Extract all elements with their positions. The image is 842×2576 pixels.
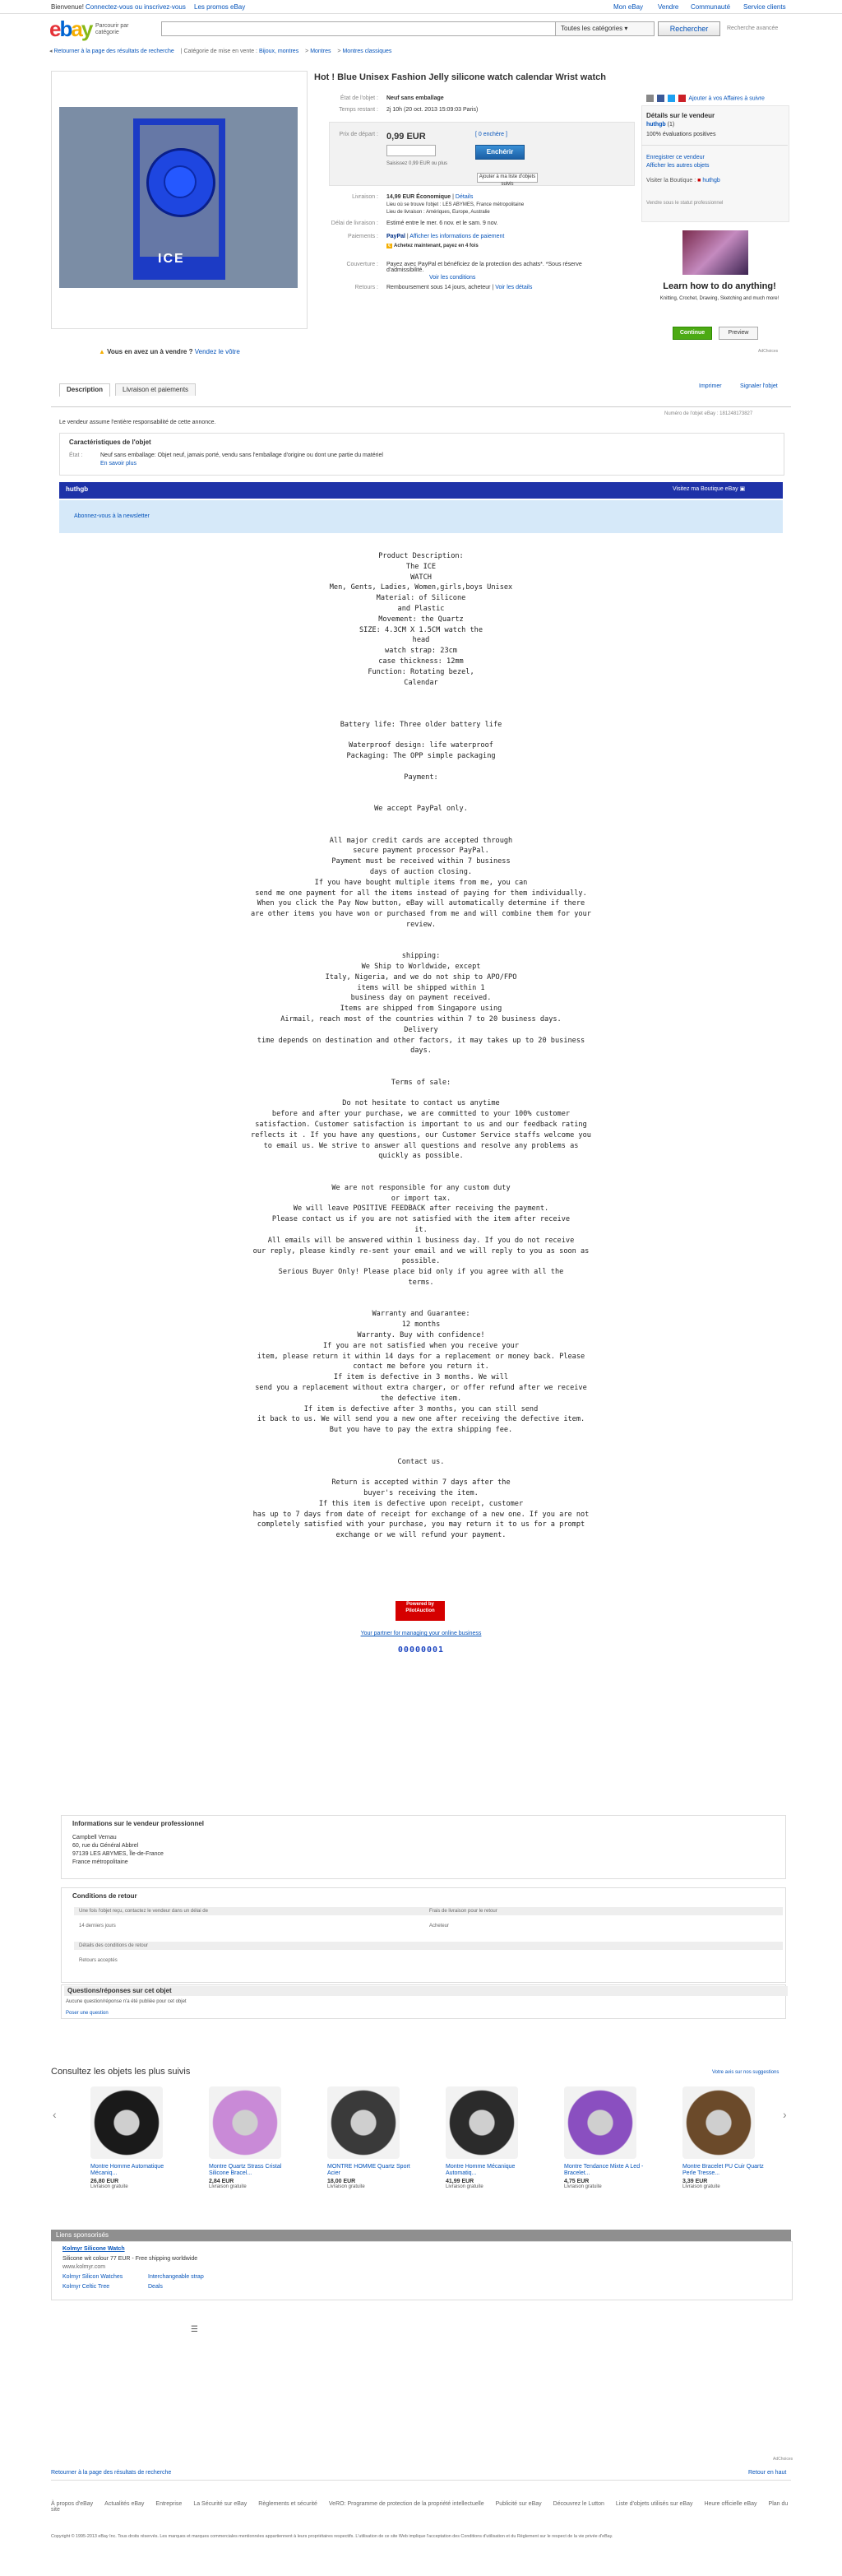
payment-details-link[interactable]: Afficher les informations de paiement [409,234,505,239]
description-line: item, please return it within 14 days for a replacement or money back. Please [257,1352,585,1361]
delivery-value: Estimé entre le mer. 6 nov. et le sam. 9 nov. [386,220,498,226]
cursor-icon: ☰ [191,2325,198,2334]
pro-seller-note: Vendre sous le statut professionnel [646,201,724,206]
pro-seller-title: Informations sur le vendeur professionnel [72,1820,205,1827]
footer-link[interactable]: À propos d'eBay [51,2501,94,2507]
item-price: 26,80 EUR [90,2179,119,2184]
back-to-top-link[interactable]: Retour en haut [748,2470,787,2476]
specifics-condition-text: Neuf sans emballage: Objet neuf, jamais porté, vendu sans l'emballage d'origine ou dont une partie du matériel [100,453,383,458]
description-line: exchange or we will refund your payment. [335,1531,507,1540]
feedback-suggestions-link[interactable]: Votre avis sur nos suggestions [712,2070,780,2075]
description-line [0,1446,842,1457]
description-line [0,699,842,709]
description-line: reflects it . If you have any questions, our Customer Service staffs welcome you [251,1130,591,1139]
paypal-credit: Achetez maintenant, payez en 4 fois [394,244,479,248]
description-line: Packaging: The OPP simple packaging [346,752,496,761]
breadcrumb: ◂ Retourner à la page des résultats de recherche | Catégorie de mise en vente : Bijoux, montres > Montres > Montres classiques [49,49,392,54]
signin-link[interactable]: Connectez-vous ou inscrivez-vous [86,3,186,11]
returns-title: Conditions de retour [72,1892,137,1900]
description-line: Delivery [404,1025,438,1034]
start-price: 0,99 EUR [386,132,426,142]
bids-count[interactable]: [ 0 enchère ] [475,132,507,137]
description-line [0,731,842,741]
description-line: send you a replacement without extra charger, or offer refund after we receive [255,1383,587,1392]
footer-link[interactable]: Entreprise [155,2501,183,2507]
sponsored-link[interactable]: Kolmyr Celtic Tree [62,2284,110,2290]
ships-to: Lieu de livraison : Amériques, Europe, Australie [386,210,490,215]
description-line: before and after your purchase, we are committed to your 100% customer [271,1110,571,1119]
description-line: possible. [401,1257,441,1266]
carousel-prev-icon[interactable]: ‹ [53,2108,57,2121]
description-line: or import tax. [391,1194,451,1203]
description-line: Warranty and Guarantee: [372,1310,470,1319]
time-left-value: 2j 10h (20 oct. 2013 15:09:03 Paris) [386,107,479,113]
item-name-link[interactable]: MONTRE HOMME Quartz Sport Acier [327,2164,410,2176]
shipping-label: Livraison : [352,194,378,200]
ebay-logo[interactable]: ebay [49,16,92,41]
description-line [0,1067,842,1078]
item-shipping: Livraison gratuite [682,2184,720,2189]
description-line: Material: of Silicone [376,594,466,603]
feedback-score: (1) [667,122,675,128]
box-label: ICE [158,252,185,266]
coverage-link[interactable]: Voir les conditions [429,275,476,281]
description-line: All emails will be answered within 1 business day. If you do not receive [267,1236,575,1245]
description-line: 12 months [401,1320,441,1330]
description-line: are other items you have won or purchased from me and will combine them for your [251,910,591,919]
description-line: shipping: [401,952,441,961]
returns-details-label: Détails des conditions de retour [74,1942,783,1950]
description-line [0,793,842,804]
sponsored-bar [51,2230,791,2241]
email-icon[interactable] [646,95,654,102]
footer-link[interactable]: La Sécurité sur eBay [193,2501,248,2507]
sponsored-ad-text: Silicone wit colour 77 EUR - Free shipping worldwide [62,2256,198,2262]
description-line: terms. [408,1278,434,1287]
item-price: 4,75 EUR [564,2179,590,2184]
description-line: If you are not satisfied when you receive your [323,1341,519,1350]
description-line [0,709,842,720]
description-line [0,783,842,794]
item-location: Lieu où se trouve l'objet : LES ABYMES, France métropolitaine [386,202,525,207]
footer-link[interactable]: Plan du site [51,2501,789,2513]
item-thumbnail[interactable] [682,2086,755,2159]
sponsored-link[interactable]: Interchangeable strap [148,2274,204,2280]
visit-counter: 00000001 [397,1645,445,1655]
newsletter-box [59,500,783,533]
seller-heading: Détails sur le vendeur [646,112,715,119]
description-line: head [412,636,430,645]
description-line [0,825,842,836]
returns-header-left: Une fois l'objet reçu, contactez le vendeur dans un délai de [74,1907,433,1915]
returns-header-right: Frais de livraison pour le retour [424,1907,783,1915]
description-line: business day on payment received. [350,994,492,1003]
address-line: 60, rue du Général Abbrel [72,1843,139,1849]
description-line: items will be shipped within 1 [357,983,485,992]
description-line: secure payment processor PayPal. [353,847,489,856]
description-line: Airmail, reach most of the countries within 7 to 20 business days. [280,1015,562,1024]
sponsored-box [51,2241,793,2300]
description-line: completely satisfied with your purchase, you may return it to us for a prompt [257,1520,585,1529]
shipping-value: 14,99 EUR Économique [386,194,451,200]
daily-deals-link[interactable]: Les promos eBay [194,3,246,11]
description-line: it. [414,1226,428,1234]
seller-name-link[interactable]: huthgb [646,122,666,128]
breadcrumb-item[interactable]: Bijoux, montres [258,49,299,54]
chevron-down-icon: ▾ [624,25,628,32]
recently-viewed-title: Consultez les objets les plus suivis [51,2067,191,2077]
footer-divider [51,2480,791,2481]
add-to-favorites-link[interactable]: Ajouter à vos Affaires à suivre [688,95,765,102]
condition-more-link[interactable]: En savoir plus [100,461,136,466]
recently-viewed-item[interactable] [446,2086,536,2189]
description-line: contact me before you return it. [353,1362,489,1372]
returns-days: 14 derniers jours [79,1924,116,1929]
description-line: review. [405,920,437,929]
seller-responsibility: Le vendeur assume l'entière responsabilité de cette annonce. [59,420,216,425]
description-line: If item is defective after 3 months, you can still send [303,1404,539,1413]
sponsored-link[interactable]: Kolmyr Silicon Watches [62,2274,123,2280]
search-button[interactable]: Rechercher [658,21,720,36]
sell-link[interactable]: Vendre [658,3,679,11]
adchoices-label[interactable]: AdChoices [758,349,779,354]
address-line: Campbell Vernau [72,1835,117,1840]
description-line: We Ship to Worldwide, except [361,963,481,972]
pilotauction-badge[interactable]: Powered by PilotAuction [396,1601,445,1621]
description-line: to email us. We strive to answer all questions and resolve any problems as [263,1141,579,1150]
thumbs-up-icon: ▲ [99,348,105,355]
description-line: Return is accepted within 7 days after the [331,1478,511,1488]
description-line: Calendar [404,678,438,687]
item-name-link[interactable]: Montre Homme Automatique Mécaniq... [90,2164,164,2176]
description-line [0,1467,842,1478]
continue-button[interactable]: Continue [673,327,712,340]
footer-link[interactable]: Heure officielle eBay [704,2501,757,2507]
item-shipping: Livraison gratuite [446,2184,483,2189]
save-seller-link[interactable]: Enregistrer ce vendeur [646,155,705,160]
returns-value: Remboursement sous 14 jours, acheteur [386,285,491,290]
footer-link[interactable]: Actualités eBay [104,2501,145,2507]
returns-label: Retours : [354,285,378,290]
description-line: Payment: [404,773,438,782]
item-shipping: Livraison gratuite [209,2184,247,2189]
my-ebay-link[interactable]: Mon eBay [613,3,644,11]
item-shipping: Livraison gratuite [90,2184,128,2189]
item-name-link[interactable]: Montre Tendance Mixte A Led - Bracelet... [564,2164,644,2176]
watch-dial [164,165,197,198]
ask-question-link[interactable]: Poser une question [66,2011,109,2016]
store-link[interactable]: huthgb [702,178,720,183]
description-line: Please contact us if you are not satisfied with the item after receive [271,1215,571,1224]
condition-label: État de l'objet : [340,95,378,101]
item-title: Hot ! Blue Unisex Fashion Jelly silicone watch calendar Wrist watch [314,72,606,82]
report-item-link[interactable]: Signaler l'objet [740,383,778,389]
description-line: SIZE: 4.3CM X 1.5CM watch the [359,625,483,634]
print-link[interactable]: Imprimer [699,383,722,389]
returns-details-link[interactable]: Voir les détails [495,285,533,290]
sponsored-link[interactable]: Deals [148,2284,163,2290]
pilotauction-partner-link[interactable]: Your partner for managing your online business [360,1631,482,1636]
item-price: 2,84 EUR [209,2179,234,2184]
item-name-link[interactable]: Montre Quartz Strass Cristal Silicone Bracel... [209,2164,282,2176]
coverage-label: Couverture : [346,262,378,267]
description-line: Italy, Nigeria, and we do not ship to APO/FPO [325,972,517,982]
description-line: When you click the Pay Now button, eBay will automatically determine if there [257,899,585,908]
advanced-search-link[interactable]: Recherche avancée [727,26,779,31]
description-line: quickly as possible. [378,1152,464,1161]
help-link[interactable]: Service clients [743,3,786,11]
returns-accepted: Retours acceptés [79,1958,118,1963]
description-line: If item is defective in 3 months. We will [333,1373,509,1382]
item-specifics-title: Caractéristiques de l'objet [69,439,151,446]
recently-viewed-item[interactable] [327,2086,418,2189]
item-thumbnail[interactable] [209,2086,281,2159]
footer-adchoices[interactable]: AdChoices [773,2457,793,2462]
returns-box [61,1887,786,1983]
description-line: buyer's receiving the item. [363,1488,479,1497]
description-line: We will leave POSITIVE FEEDBACK after receiving the payment. [293,1204,549,1214]
breadcrumb-item[interactable]: Montres [310,49,331,54]
description-line [0,762,842,773]
specifics-condition-label: État : [69,453,83,458]
bid-hint: Saisissez 0,99 EUR ou plus [386,161,448,166]
recently-viewed-item[interactable] [682,2086,773,2189]
description-line: the defective item. [380,1394,462,1403]
description-line: and Plastic [397,604,445,613]
tab-description[interactable]: Description [59,383,110,397]
qa-title: Questions/réponses sur cet objet [64,1986,788,1996]
sponsored-title: Liens sponsorisés [56,2231,109,2239]
place-bid-button[interactable]: Enchérir [475,145,525,160]
item-description [0,551,842,1541]
description-line: Battery life: Three older battery life [340,720,502,729]
item-thumbnail[interactable] [446,2086,518,2159]
footer-link[interactable]: Règlements et sécurité [258,2501,317,2507]
recently-viewed-item[interactable] [209,2086,299,2189]
tab-shipping[interactable]: Livraison et paiements [115,383,196,396]
description-line: Do not hesitate to contact us anytime [342,1099,500,1108]
description-line: Serious Buyer Only! Please place bid only if you agree with all the [278,1268,564,1277]
bid-input[interactable] [386,145,436,156]
item-price: 3,39 EUR [682,2179,708,2184]
community-link[interactable]: Communauté [691,3,731,11]
visit-store-link[interactable]: Visitez ma Boutique eBay ▣ [673,486,746,492]
item-thumbnail[interactable] [90,2086,163,2159]
recently-viewed-item[interactable] [564,2086,655,2189]
store-name[interactable]: huthgb [66,485,89,493]
item-thumbnail[interactable] [327,2086,400,2159]
recently-viewed-item[interactable] [90,2086,181,2189]
seller-other-items-link[interactable]: Afficher les autres objets [646,163,710,169]
back-arrow-icon: ◂ [49,49,53,54]
item-name-link[interactable]: Montre Bracelet PU Cuir Quartz Perle Tresse... [682,2164,764,2176]
description-line [0,1162,842,1172]
description-line: Terms of sale: [391,1078,451,1087]
item-number: Numéro de l'objet eBay : 181248173827 [664,411,753,416]
ad-image[interactable] [682,230,748,275]
item-shipping: Livraison gratuite [564,2184,602,2189]
sell-yours-link[interactable]: Vendez le vôtre [194,348,240,355]
positive-feedback: 100% évaluations positives [646,132,716,137]
footer-copyright: Copyright © 1995-2013 eBay Inc. Tous droits réservés. Les marques et marques commerciales mentionnées appartiennent à leurs propriétaires respectifs. L'utilisation de ce site Web implique l'acceptation des Conditions d'utilisation et du Règlement sur le respect de la vie privée d'eBay. [51,2534,613,2539]
ad-subtitle: Knitting, Crochet, Drawing, Sketching and much more! [659,296,780,301]
description-line [0,688,842,699]
description-line: has up to 7 days from date of receipt for exchange of a new one. If you are not [252,1510,590,1519]
paypal-credit-icon: € [388,244,391,248]
carousel-next-icon[interactable]: › [783,2108,787,2121]
item-price: 18,00 EUR [327,2179,356,2184]
footer-links [51,2501,791,2513]
description-line: Items are shipped from Singapore using [340,1005,502,1014]
description-line [0,1299,842,1310]
item-thumbnail[interactable] [564,2086,636,2159]
description-line: Waterproof design: life waterproof [349,741,493,750]
shipping-details-link[interactable]: Détails [455,194,474,200]
address-line: 97139 LES ABYMES, Île-de-France [72,1851,164,1857]
footer-link[interactable]: Découvrez le Lutton [553,2501,604,2507]
ad-title[interactable]: Learn how to do anything! [663,281,776,291]
store-icon: ▣ [739,486,746,492]
description-line: But you have to pay the extra shipping fee. [329,1426,513,1435]
condition-value: Neuf sans emballage [386,95,444,101]
address-line: France métropolitaine [72,1859,128,1865]
description-line [0,815,842,825]
footer-link[interactable]: VeRO: Programme de protection de la propriété intellectuelle [328,2501,484,2507]
footer-return-link[interactable]: Retourner à la page des résultats de recherche [51,2470,172,2476]
search-input[interactable] [161,21,556,36]
description-line: watch strap: 23cm [385,647,457,656]
description-line [0,1088,842,1099]
top-bar [0,0,842,14]
paypal-logo: PayPal [386,234,405,239]
sponsored-ad-url[interactable]: www.kolmyr.com [62,2264,106,2270]
description-line [0,940,842,951]
watch-face [146,148,215,217]
description-line: Contact us. [397,1457,445,1466]
pinterest-icon[interactable] [678,95,686,102]
description-line: WATCH [410,573,432,582]
description-line: time depends on destination and other factors, it may takes up to 20 business [257,1036,585,1045]
coverage-value: Payez avec PayPal et bénéficiez de la protection des achats*. *Sous réserve d'admissibilité. [386,262,582,273]
description-line: If you have bought multiple items from me, you can [314,878,528,887]
payments-label: Paiements : [348,234,378,239]
divider [641,145,788,146]
description-line: it back to us. We will send you a new one after receiving the defective item. [257,1415,585,1424]
description-line [0,1436,842,1446]
description-line [0,1172,842,1183]
description-line [0,1288,842,1299]
description-line: days of auction closing. [369,867,473,876]
twitter-icon[interactable] [668,95,675,102]
preview-button[interactable]: Preview [719,327,758,340]
shop-by-category[interactable]: Parcourir par catégorie [95,23,129,35]
description-line: Product Description: [378,552,464,560]
description-line: We accept PayPal only. [374,805,468,814]
description-line: Men, Gents, Ladies, Women,girls,boys Unisex [329,583,513,592]
newsletter-link[interactable]: Abonnez-vous à la newsletter [74,513,150,519]
item-name-link[interactable]: Montre Homme Mécanique Automatiq... [446,2164,516,2176]
facebook-icon[interactable] [657,95,664,102]
delivery-label: Délai de livraison : [331,220,378,226]
visit-store-label: Visiter la Boutique : [646,178,696,183]
description-line: Movement: the Quartz [378,615,464,624]
description-line: The ICE [405,562,437,571]
back-to-results-link[interactable]: Retourner à la page des résultats de recherche [53,49,174,54]
qa-empty: Aucune question/réponse n'a été publiée pour cet objet [66,1999,187,2004]
start-price-label: Prix de départ : [339,132,378,137]
description-line: All major credit cards are accepted through [329,836,513,845]
store-icon: ■ [697,178,701,183]
sell-one-prompt: ▲ Vous en avez un à vendre ? Vendez le vôtre [99,348,240,355]
item-shipping: Livraison gratuite [327,2184,365,2189]
description-line: satisfaction. Customer satisfaction is important to us and our feedback rating [255,1121,587,1130]
greeting: Bienvenue! [51,3,85,11]
share-row [646,95,765,102]
description-line [0,931,842,941]
description-line: Function: Rotating bezel, [368,667,474,676]
footer-link[interactable]: Publicité sur eBay [495,2501,542,2507]
sponsored-ad-title[interactable]: Kolmyr Silicone Watch [62,2246,125,2252]
item-price: 41,99 EUR [446,2179,474,2184]
item-main-image[interactable] [59,107,298,288]
breadcrumb-item[interactable]: Montres classiques [342,49,392,54]
description-line: Warranty. Buy with confidence! [357,1330,485,1339]
description-line: send me one payment for all the items instead of paying for them individually. [255,889,587,898]
add-to-watch-list-button[interactable]: Ajouter à ma liste d'objets suivis [477,173,538,183]
footer-link[interactable]: Liste d'objets utilisés sur eBay [615,2501,693,2507]
description-line: If this item is defective upon receipt, customer [318,1499,524,1508]
description-line: our reply, please kindly re-sent your email and we will reply to you as soon as [252,1246,590,1256]
returns-who-pays: Acheteur [429,1924,450,1929]
description-line: Payment must be received within 7 business [331,857,511,866]
time-left-label: Temps restant : [339,107,378,113]
category-select[interactable]: Toutes les catégories ▾ [556,21,655,36]
description-line: case thickness: 12mm [378,657,464,666]
description-line [0,1056,842,1067]
description-line: days. [410,1047,432,1056]
description-line: We are not responsible for any custom duty [331,1183,511,1192]
